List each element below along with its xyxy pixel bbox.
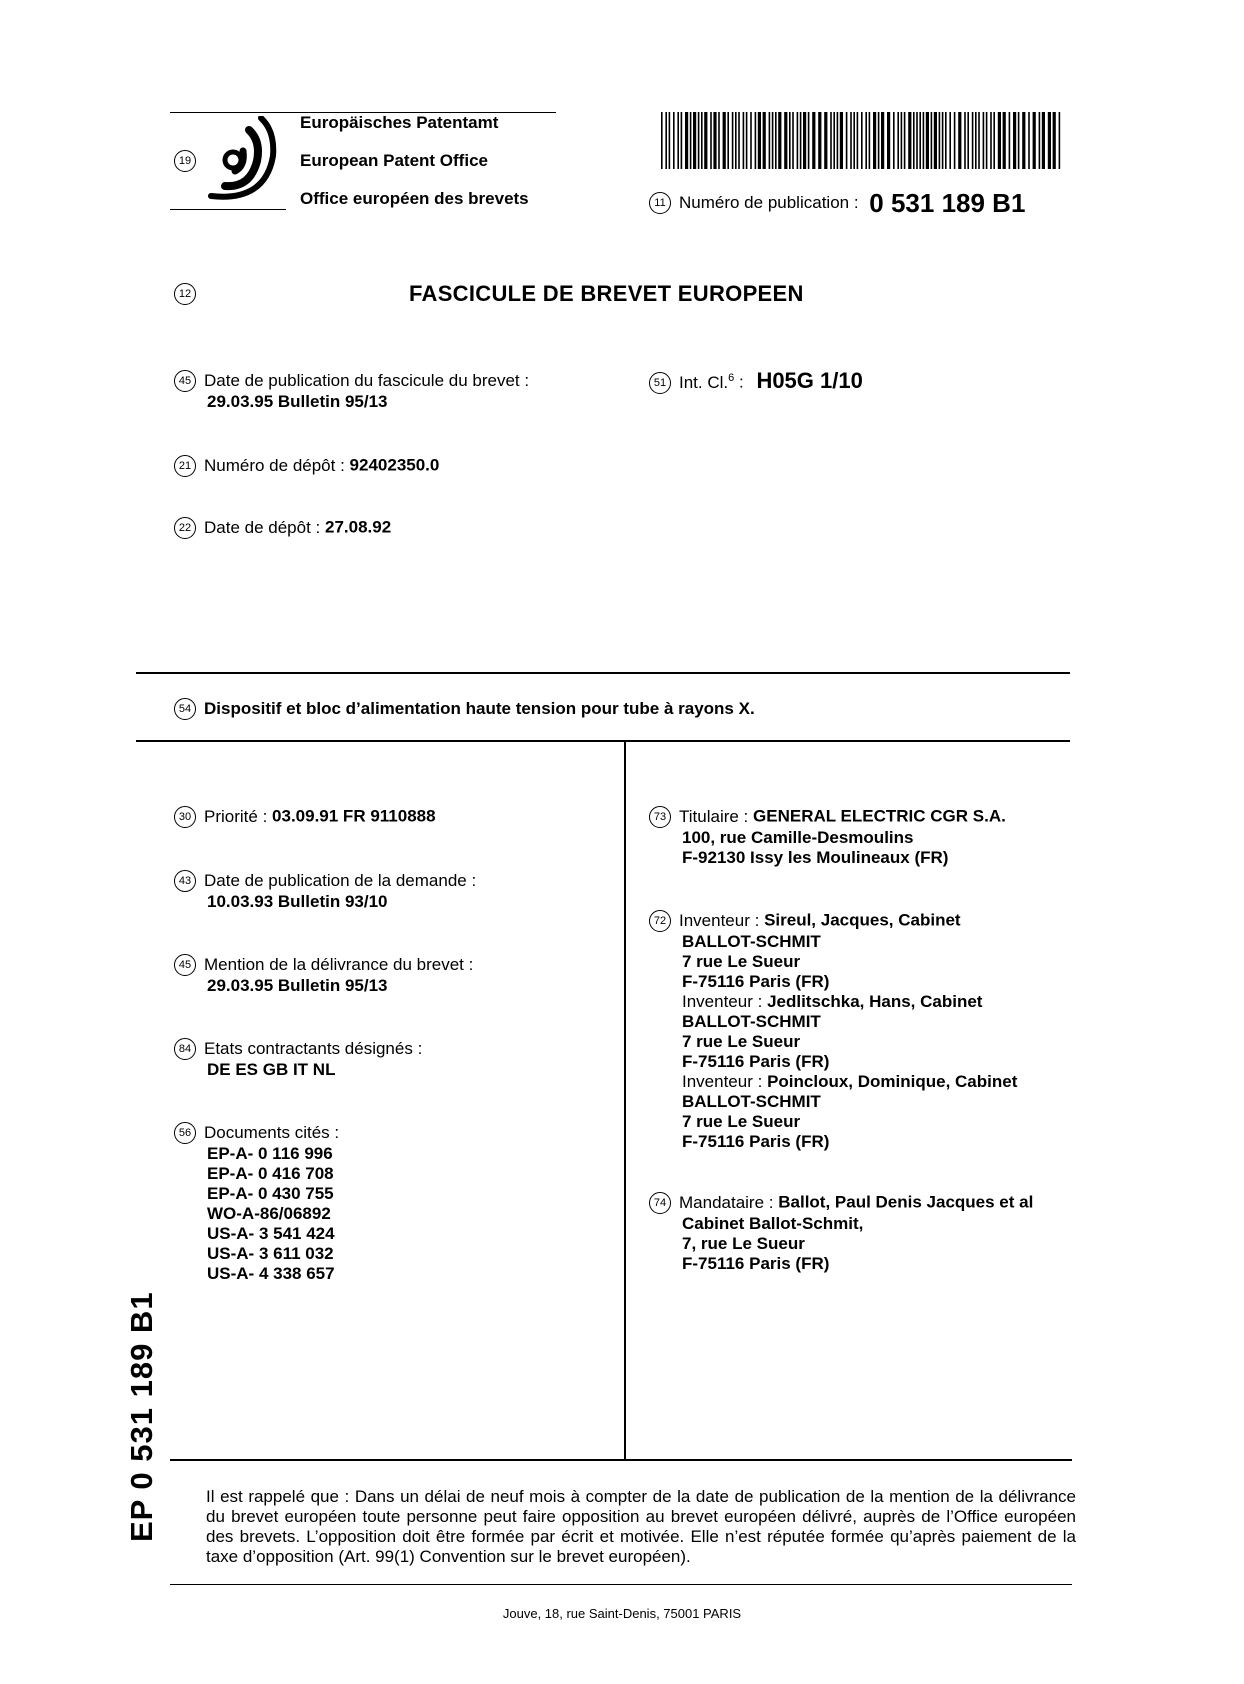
code-45b: 45 [174,954,196,976]
app-pub-value: 10.03.93 Bulletin 93/10 [207,892,388,911]
code-56: 56 [174,1122,196,1144]
int-cl-colon: : [734,372,744,392]
field-docs [174,1122,339,1284]
publication-number: 0 531 189 B1 [869,188,1026,218]
agent-name: Ballot, Paul Denis Jacques et al [778,1192,1034,1212]
invention-title: Dispositif et bloc d’alimentation haute tension pour tube à rayons X. [204,699,755,718]
inventor-name: Poincloux, Dominique, Cabinet [767,1072,1018,1091]
code-43: 43 [174,870,196,892]
filing-number-value: 92402350.0 [349,455,440,475]
pub-date-value: 29.03.95 Bulletin 95/13 [207,392,388,411]
inventor-city: F-75116 Paris (FR) [682,1052,830,1071]
agent-label: Mandataire : [679,1193,774,1212]
inventor-street: 7 rue Le Sueur [682,952,801,971]
grant-value: 29.03.95 Bulletin 95/13 [207,976,388,995]
app-pub-label: Date de publication de la demande : [204,871,477,890]
column-divider [624,740,626,1460]
printer-footer: Jouve, 18, rue Saint-Denis, 75001 PARIS [502,1606,742,1621]
inventor-cabinet: BALLOT-SCHMIT [682,1092,821,1111]
office-name-fr: Office européen des brevets [300,189,529,208]
cited-doc: US-A- 3 541 424 [207,1224,335,1243]
priority-label: Priorité : [204,807,268,826]
holder-city: F-92130 Issy les Moulineaux (FR) [682,848,949,867]
publication-number-label: Numéro de publication : [679,193,859,212]
code-11: 11 [649,192,671,214]
code-12: 12 [174,283,196,305]
inventor-street: 7 rue Le Sueur [682,1112,801,1131]
field-grant [174,954,473,996]
field-priority [174,806,436,828]
office-name-de: Europäisches Patentamt [300,113,499,132]
rule-above-footer [170,1584,1072,1585]
field-app-pub [174,870,476,912]
field-agent [649,1192,1033,1274]
int-cl-value: H05G 1/10 [756,367,863,393]
code-84: 84 [174,1038,196,1060]
barcode [661,112,1063,169]
field-int-cl [649,368,863,394]
holder-address: 100, rue Camille-Desmoulins [682,828,914,847]
code-73: 73 [649,806,671,828]
agent-cabinet: Cabinet Ballot-Schmit, [682,1214,864,1233]
title-code [174,283,204,305]
document-title: FASCICULE DE BREVET EUROPEEN [409,281,804,306]
cited-doc: EP-A- 0 430 755 [207,1184,334,1203]
publication-number-line [649,188,1026,218]
field-filing-number [174,455,439,477]
header-rule-bottom [170,209,286,210]
inventor-name: Sireul, Jacques, Cabinet [764,910,961,930]
states-value: DE ES GB IT NL [207,1060,336,1079]
code-19: 19 [174,150,196,172]
side-publication-number: EP 0 531 189 B1 [124,1291,159,1542]
docs-label: Documents cités : [204,1123,340,1142]
rule-below-title [136,740,1070,742]
code-30: 30 [174,806,196,828]
field-inventors [649,910,1017,1152]
office-name-en: European Patent Office [300,151,488,170]
filing-date-value: 27.08.92 [325,517,392,537]
filing-date-label: Date de dépôt : [204,518,321,537]
holder-label: Titulaire : [679,807,749,826]
priority-value: 03.09.91 FR 9110888 [272,806,436,826]
inventor-cabinet: BALLOT-SCHMIT [682,932,821,951]
field-invention-title [174,698,755,720]
opposition-notice: Il est rappelé que : Dans un délai de neuf mois à compter de la date de publication de la mention de la délivrance du brevet européen toute personne peut faire opposition au brevet européen délivré, auprès de l’Office européen des brevets. L’opposition doit être formée par écrit et motivée. Elle n’est réputée formée qu’après paiement de la taxe d’opposition (Art. 99(1) Convention sur le brevet européen). [206,1487,1076,1566]
filing-number-label: Numéro de dépôt : [204,456,345,475]
inventor-street: 7 rue Le Sueur [682,1032,801,1051]
field-holder [649,806,1006,868]
inventor-label: Inventeur : [682,992,763,1011]
int-cl-edition: 6 [728,372,735,384]
inventor-label: Inventeur : [679,911,760,930]
states-label: Etats contractants désignés : [204,1039,423,1058]
cited-doc: EP-A- 0 116 996 [207,1144,333,1163]
int-cl-label: Int. Cl. [679,373,729,393]
code-72: 72 [649,910,671,932]
pub-date-label: Date de publication du fascicule du brevet : [204,371,530,390]
code-45: 45 [174,370,196,392]
inventor-label: Inventeur : [682,1072,763,1091]
rule-above-title [136,672,1070,674]
agent-city: F-75116 Paris (FR) [682,1254,830,1273]
inventor-cabinet: BALLOT-SCHMIT [682,1012,821,1031]
cited-doc: US-A- 4 338 657 [207,1264,335,1283]
inventor-city: F-75116 Paris (FR) [682,1132,830,1151]
rule-above-notice [170,1459,1072,1461]
holder-name: GENERAL ELECTRIC CGR S.A. [753,806,1006,826]
epo-logo-icon [205,116,291,206]
code-51: 51 [649,372,671,394]
inventor-name: Jedlitschka, Hans, Cabinet [767,992,983,1011]
field-filing-date [174,517,391,539]
inventor-city: F-75116 Paris (FR) [682,972,830,991]
code-54: 54 [174,698,196,720]
code-21: 21 [174,455,196,477]
field-pub-date [174,370,529,412]
grant-label: Mention de la délivrance du brevet : [204,955,474,974]
cited-doc: WO-A-86/06892 [207,1204,331,1223]
code-22: 22 [174,517,196,539]
agent-street: 7, rue Le Sueur [682,1234,805,1253]
cited-doc: EP-A- 0 416 708 [207,1164,334,1183]
cited-doc: US-A- 3 611 032 [207,1244,334,1263]
field-states [174,1038,422,1080]
code-74: 74 [649,1192,671,1214]
